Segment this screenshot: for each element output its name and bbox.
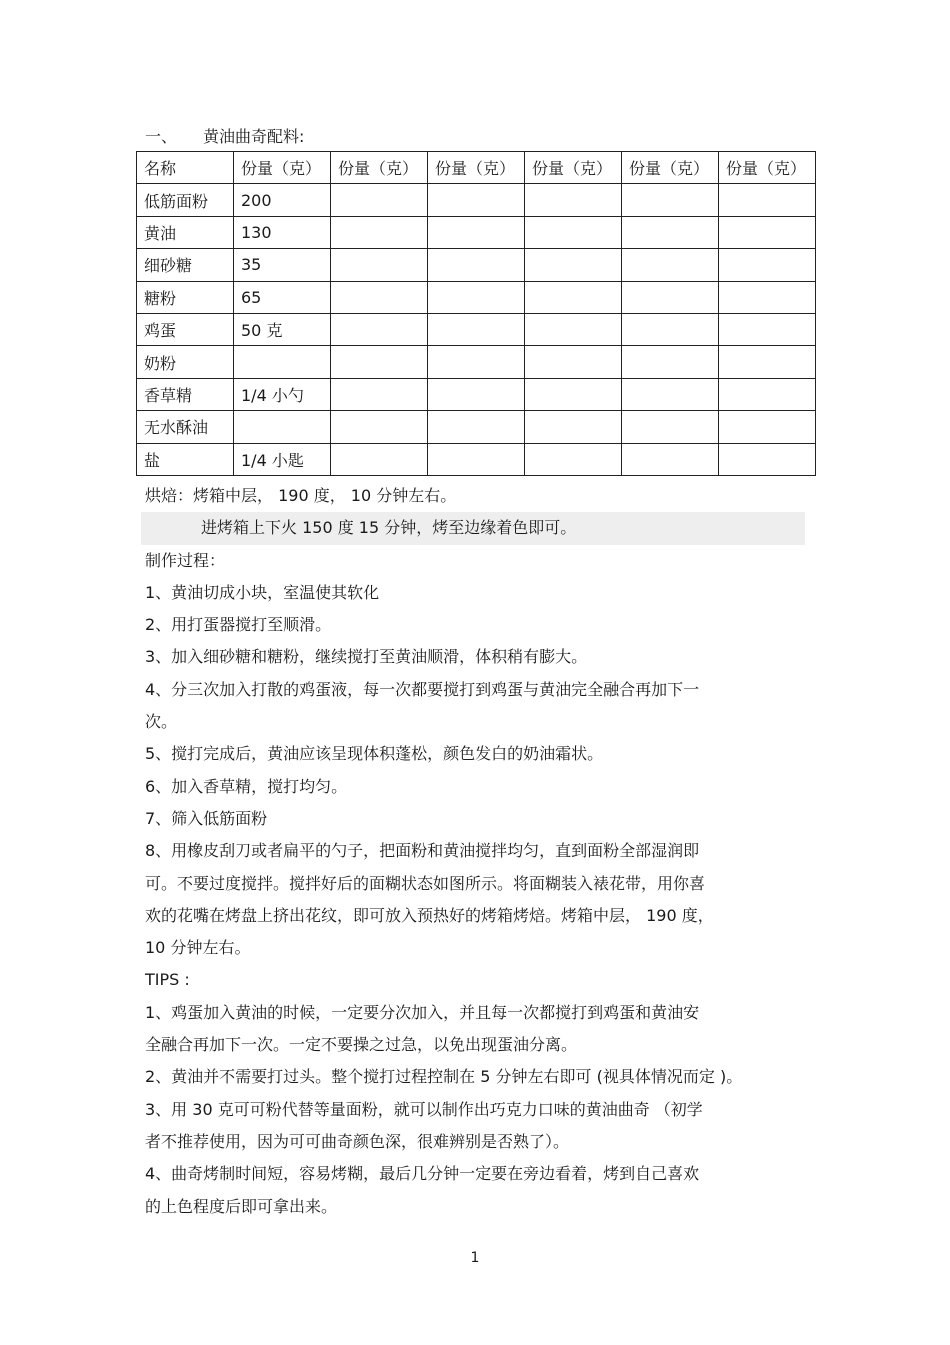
- text-line: 6、加入香草精，搅打均匀。: [145, 776, 348, 796]
- ingredient-name-cell: 鸡蛋: [137, 313, 234, 345]
- page-number: 1: [470, 1250, 480, 1266]
- quantity-cell: [428, 378, 525, 410]
- quantity-cell: [525, 216, 622, 248]
- ingredient-name-cell: 奶粉: [137, 346, 234, 378]
- quantity-cell: [234, 346, 331, 378]
- quantity-cell: [622, 378, 719, 410]
- quantity-cell: [428, 184, 525, 216]
- quantity-cell: 份量（克）: [234, 152, 331, 184]
- table-row: [137, 249, 816, 281]
- quantity-cell: [428, 411, 525, 443]
- ingredient-name-cell: 黄油: [137, 216, 234, 248]
- quantity-cell: [525, 346, 622, 378]
- section-title: 黄油曲奇配料:: [203, 127, 305, 146]
- text-line: 4、曲奇烤制时间短，容易烤糊，最后几分钟一定要在旁边看着，烤到自己喜欢: [145, 1164, 700, 1184]
- quantity-cell: [428, 346, 525, 378]
- quantity-cell: [331, 281, 428, 313]
- quantity-cell: [719, 346, 816, 378]
- text-line: 1、鸡蛋加入黄油的时候，一定要分次加入，并且每一次都搅打到鸡蛋和黄油安: [145, 1002, 700, 1022]
- quantity-cell: [719, 216, 816, 248]
- table-row: [137, 313, 816, 345]
- table-header-row: [137, 152, 816, 184]
- section-heading: [145, 124, 304, 147]
- ingredient-name-cell: 名称: [137, 152, 234, 184]
- quantity-cell: 份量（克）: [428, 152, 525, 184]
- quantity-cell: 1/4 小勺: [234, 378, 331, 410]
- text-line: 次。: [145, 712, 178, 732]
- quantity-cell: [622, 443, 719, 475]
- quantity-cell: [622, 346, 719, 378]
- text-line: 5、搅打完成后，黄油应该呈现体积蓬松，颜色发白的奶油霜状。: [145, 744, 604, 764]
- quantity-cell: [622, 281, 719, 313]
- text-line: 3、加入细砂糖和糖粉，继续搅打至黄油顺滑，体积稍有膨大。: [145, 647, 588, 667]
- table-row: [137, 346, 816, 378]
- text-line: 3、用 30 克可可粉代替等量面粉，就可以制作出巧克力口味的黄油曲奇 （初学: [145, 1099, 703, 1119]
- quantity-cell: [719, 411, 816, 443]
- ingredients-table: [136, 151, 816, 476]
- quantity-cell: [719, 184, 816, 216]
- text-line: 7、筛入低筋面粉: [145, 808, 268, 828]
- text-line: 4、分三次加入打散的鸡蛋液，每一次都要搅打到鸡蛋与黄油完全融合再加下一: [145, 679, 700, 699]
- quantity-cell: 份量（克）: [622, 152, 719, 184]
- table-row: [137, 184, 816, 216]
- quantity-cell: [719, 313, 816, 345]
- quantity-cell: [331, 411, 428, 443]
- ingredient-name-cell: 细砂糖: [137, 249, 234, 281]
- quantity-cell: 130: [234, 216, 331, 248]
- ingredient-name-cell: 低筋面粉: [137, 184, 234, 216]
- instructions-text: [145, 480, 825, 1223]
- ingredient-name-cell: 糖粉: [137, 281, 234, 313]
- ingredient-name-cell: 香草精: [137, 378, 234, 410]
- quantity-cell: [331, 313, 428, 345]
- quantity-cell: [622, 216, 719, 248]
- quantity-cell: [622, 249, 719, 281]
- quantity-cell: [525, 281, 622, 313]
- quantity-cell: [428, 443, 525, 475]
- quantity-cell: [331, 216, 428, 248]
- quantity-cell: [719, 443, 816, 475]
- table-row: [137, 216, 816, 248]
- quantity-cell: [331, 378, 428, 410]
- quantity-cell: [525, 443, 622, 475]
- highlighted-text-line: 进烤箱上下火 150 度 15 分钟，烤至边缘着色即可。: [141, 512, 805, 544]
- text-line: 的上色程度后即可拿出来。: [145, 1196, 338, 1216]
- text-line: 全融合再加下一次。一定不要操之过急，以免出现蛋油分离。: [145, 1035, 578, 1055]
- quantity-cell: [525, 411, 622, 443]
- quantity-cell: [331, 249, 428, 281]
- table-row: [137, 411, 816, 443]
- table-row: [137, 281, 816, 313]
- text-line: 可。不要过度搅拌。搅拌好后的面糊状态如图所示。将面糊装入裱花带，用你喜: [145, 873, 706, 893]
- quantity-cell: 份量（克）: [331, 152, 428, 184]
- ingredient-name-cell: 盐: [137, 443, 234, 475]
- quantity-cell: [622, 313, 719, 345]
- quantity-cell: [525, 184, 622, 216]
- table-row: [137, 378, 816, 410]
- quantity-cell: 35: [234, 249, 331, 281]
- text-line: TIPS :: [145, 970, 190, 990]
- quantity-cell: [525, 249, 622, 281]
- quantity-cell: [622, 184, 719, 216]
- quantity-cell: [428, 281, 525, 313]
- quantity-cell: [331, 346, 428, 378]
- quantity-cell: [525, 378, 622, 410]
- quantity-cell: [622, 411, 719, 443]
- quantity-cell: 65: [234, 281, 331, 313]
- text-line: 欢的花嘴在烤盘上挤出花纹，即可放入预热好的烤箱烤焙。烤箱中层， 190 度，: [145, 905, 714, 925]
- ingredient-name-cell: 无水酥油: [137, 411, 234, 443]
- text-line: 8、用橡皮刮刀或者扁平的勺子，把面粉和黄油搅拌均匀，直到面粉全部湿润即: [145, 841, 700, 861]
- quantity-cell: 200: [234, 184, 331, 216]
- quantity-cell: [331, 184, 428, 216]
- quantity-cell: [234, 411, 331, 443]
- table-row: [137, 443, 816, 475]
- text-line: 1、黄油切成小块，室温使其软化: [145, 582, 380, 602]
- quantity-cell: [331, 443, 428, 475]
- text-line: 制作过程：: [145, 550, 226, 570]
- quantity-cell: [719, 249, 816, 281]
- text-line: 2、用打蛋器搅打至顺滑。: [145, 615, 332, 635]
- quantity-cell: [428, 249, 525, 281]
- text-line: 2、黄油并不需要打过头。整个搅打过程控制在 5 分钟左右即可 (视具体情况而定 )。: [145, 1067, 743, 1087]
- text-line: 烘焙：烤箱中层， 190 度， 10 分钟左右。: [145, 486, 457, 505]
- quantity-cell: [428, 313, 525, 345]
- quantity-cell: 50 克: [234, 313, 331, 345]
- quantity-cell: 1/4 小匙: [234, 443, 331, 475]
- quantity-cell: [525, 313, 622, 345]
- quantity-cell: [428, 216, 525, 248]
- quantity-cell: [719, 281, 816, 313]
- quantity-cell: 份量（克）: [719, 152, 816, 184]
- section-number: 一、: [145, 127, 178, 146]
- quantity-cell: [719, 378, 816, 410]
- text-line: 10 分钟左右。: [145, 938, 251, 958]
- quantity-cell: 份量（克）: [525, 152, 622, 184]
- text-line: 者不推荐使用，因为可可曲奇颜色深，很难辨别是否熟了）。: [145, 1131, 570, 1151]
